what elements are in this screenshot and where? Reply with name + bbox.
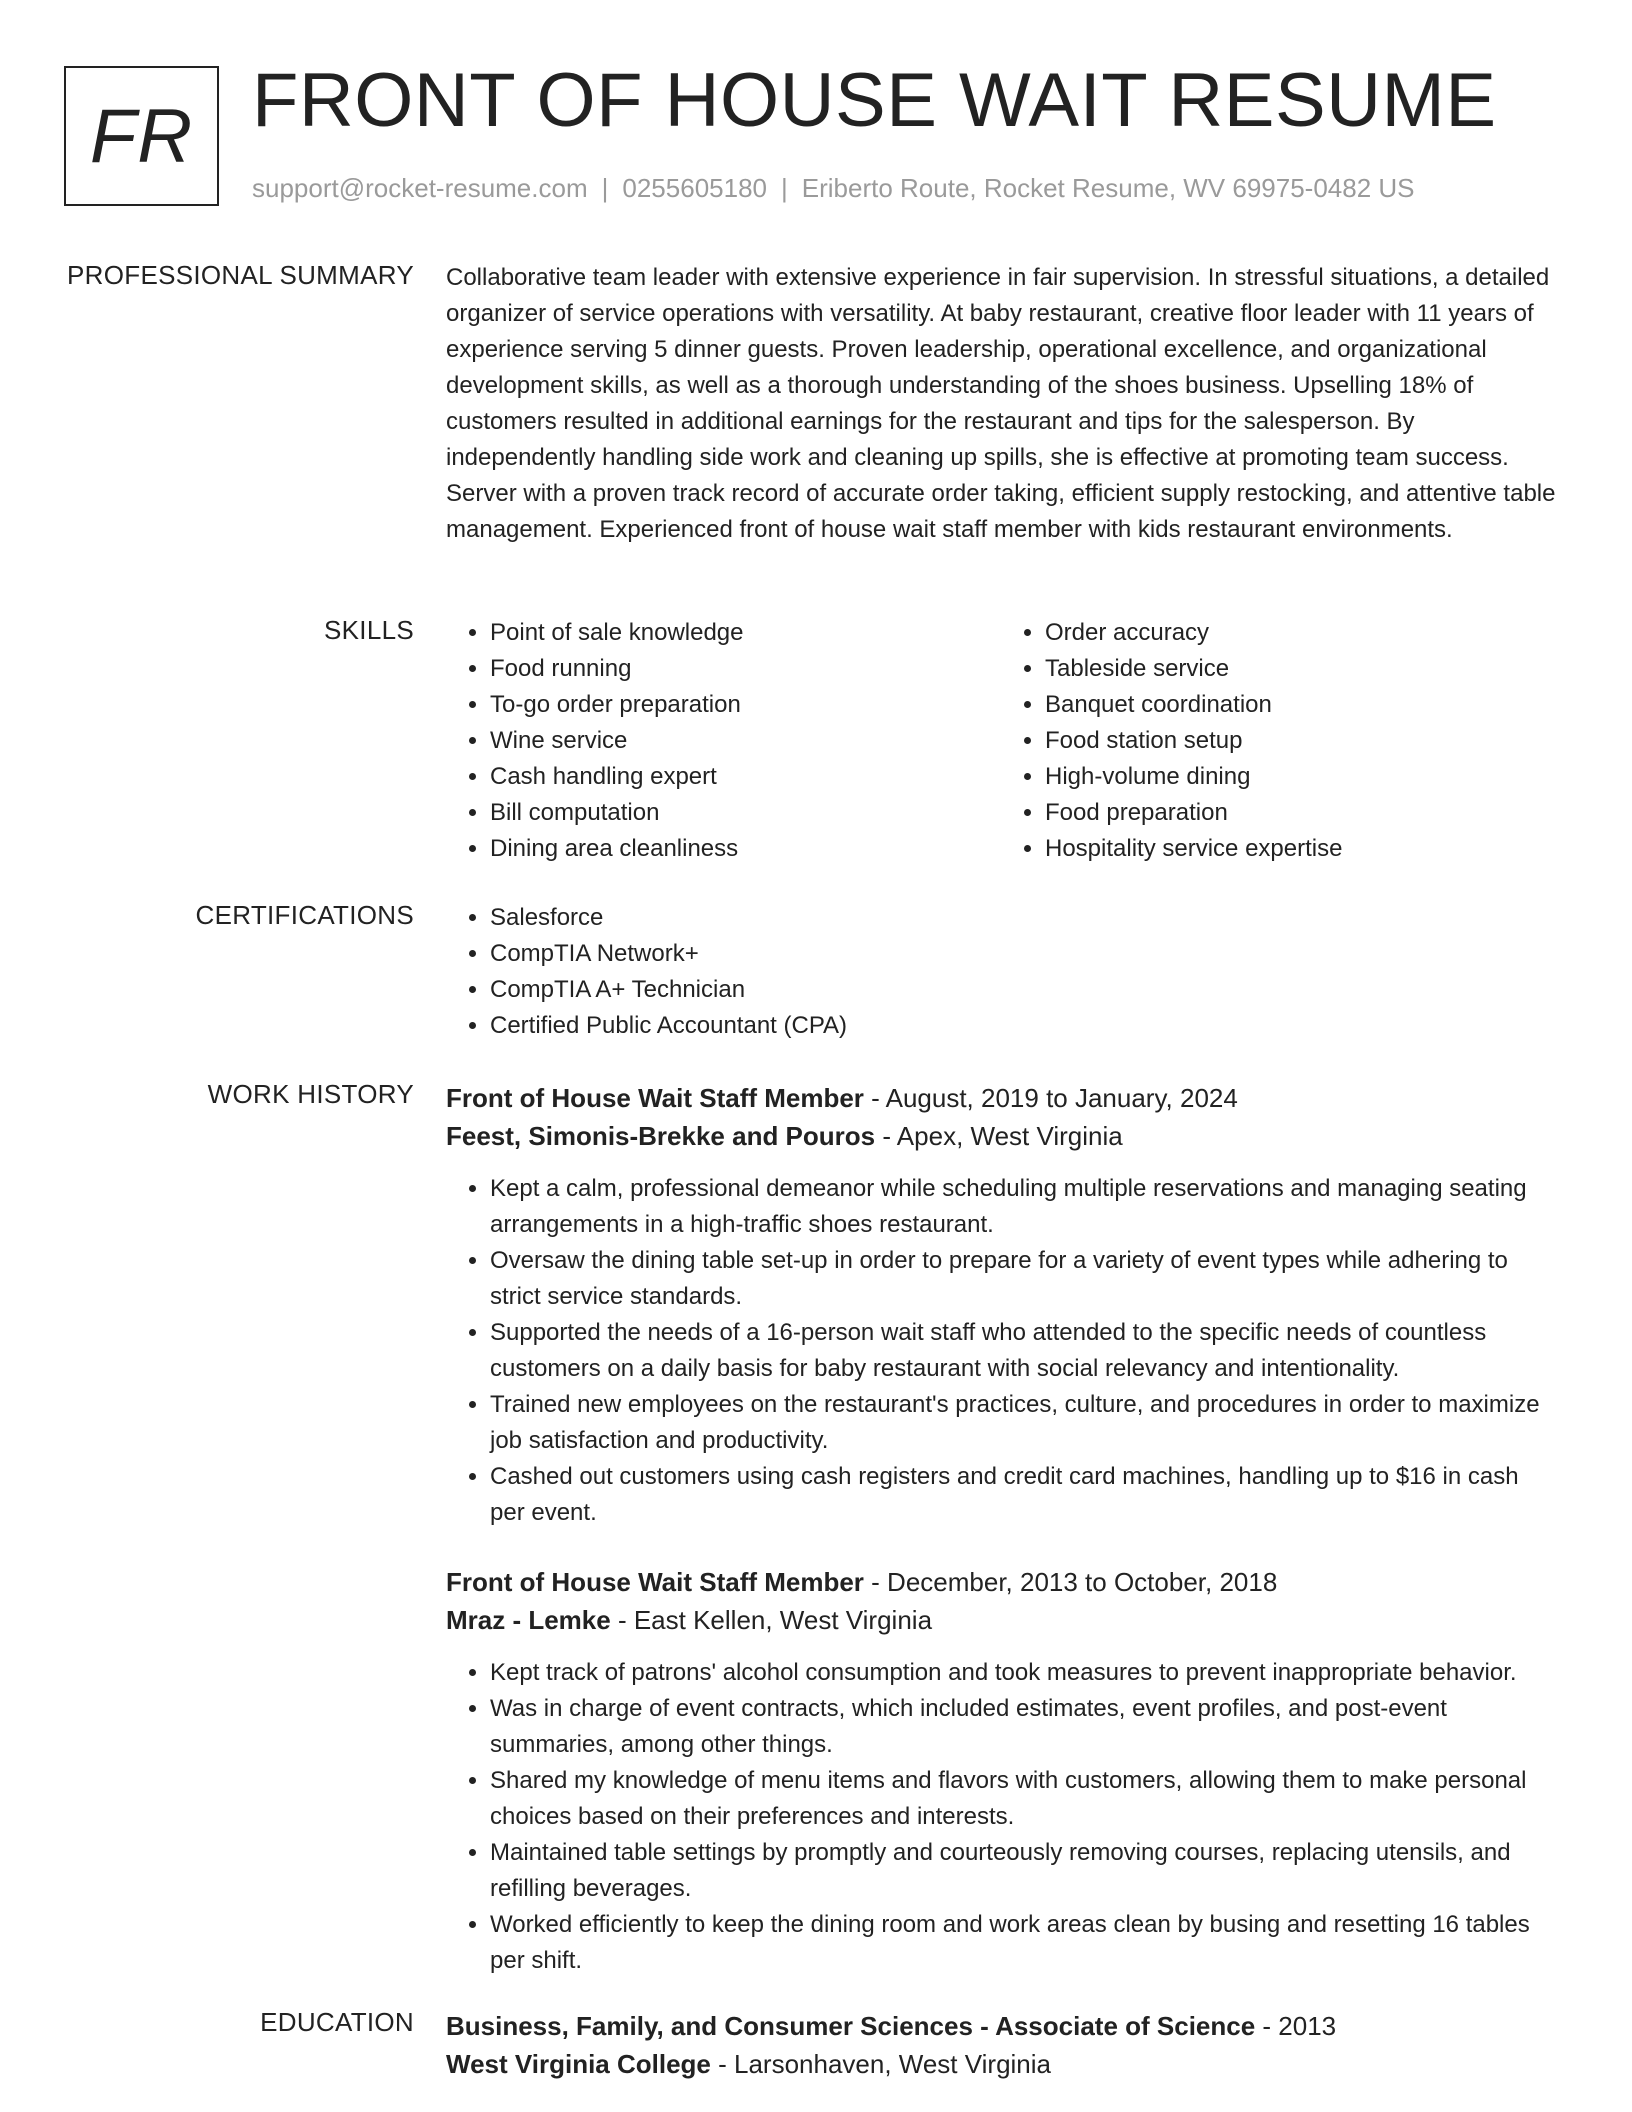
- contact-address: Eriberto Route, Rocket Resume, WV 69975-0482 US: [801, 173, 1415, 203]
- job-company-line: [446, 1601, 1556, 1639]
- job-bullets: [446, 1171, 1556, 1531]
- contact-phone[interactable]: 0255605180: [622, 173, 767, 203]
- list-item: • Supported the needs of a 16-person wait staff who attended to the specific needs of countless customers on a daily basis for baby restaurant with social relevancy and intentionality.: [490, 1315, 1556, 1387]
- list-item: • Point of sale knowledge: [490, 615, 1001, 651]
- list-item: • Food preparation: [1045, 795, 1556, 831]
- job-company-line: [446, 1117, 1556, 1155]
- education-body: [446, 2007, 1556, 2083]
- list-item: • Order accuracy: [1045, 615, 1556, 651]
- job-company: Mraz - Lemke: [446, 1605, 611, 1635]
- list-item: • Dining area cleanliness: [490, 831, 1001, 867]
- summary-body: [446, 260, 1556, 548]
- section-label-certifications: CERTIFICATIONS: [195, 900, 414, 930]
- list-item: • Food running: [490, 651, 1001, 687]
- skills-list-left: [446, 615, 1001, 867]
- list-item: • CompTIA A+ Technician: [490, 972, 1556, 1008]
- education-school: West Virginia College: [446, 2049, 711, 2079]
- list-item: • Banquet coordination: [1045, 687, 1556, 723]
- list-item: • Oversaw the dining table set-up in order to prepare for a variety of event types while adhering to strict service standards.: [490, 1243, 1556, 1315]
- list-item: • Trained new employees on the restaurant's practices, culture, and procedures in order to maximize job satisfaction and productivity.: [490, 1387, 1556, 1459]
- certifications-list: [446, 900, 1556, 1044]
- list-item: • To-go order preparation: [490, 687, 1001, 723]
- job-entry: [446, 1079, 1556, 1531]
- section-label-work-history: WORK HISTORY: [207, 1079, 414, 1109]
- list-item: • Cash handling expert: [490, 759, 1001, 795]
- list-item: • Hospitality service expertise: [1045, 831, 1556, 867]
- list-item: • Kept a calm, professional demeanor while scheduling multiple reservations and managing seating arrangements in a high-traffic shoes restaurant.: [490, 1171, 1556, 1243]
- job-title: Front of House Wait Staff Member: [446, 1083, 864, 1113]
- list-item: • Salesforce: [490, 900, 1556, 936]
- job-title: Front of House Wait Staff Member: [446, 1567, 864, 1597]
- list-item: • Certified Public Accountant (CPA): [490, 1008, 1556, 1044]
- education-degree-line: [446, 2007, 1556, 2045]
- job-dates: - December, 2013 to October, 2018: [863, 1567, 1278, 1597]
- list-item: • Was in charge of event contracts, which included estimates, event profiles, and post-event summaries, among other things.: [490, 1691, 1556, 1763]
- list-item: • Maintained table settings by promptly and courteously removing courses, replacing utensils, and refilling beverages.: [490, 1835, 1556, 1907]
- job-company: Feest, Simonis-Brekke and Pouros: [446, 1121, 876, 1151]
- monogram: FR: [64, 66, 219, 206]
- section-label-skills: SKILLS: [324, 615, 414, 645]
- education-location: - Larsonhaven, West Virginia: [710, 2049, 1051, 2079]
- contact-email[interactable]: support@rocket-resume.com: [252, 173, 588, 203]
- certifications-body: [446, 900, 1556, 1044]
- education-year: - 2013: [1255, 2011, 1337, 2041]
- list-item: • Tableside service: [1045, 651, 1556, 687]
- education-degree: Business, Family, and Consumer Sciences - Associate of Science: [446, 2011, 1256, 2041]
- job-bullets: [446, 1655, 1556, 1979]
- summary-text: Collaborative team leader with extensive experience in fair supervision. In stressful situations, a detailed organizer of service operations with versatility. At baby restaurant, creative floor leader with 11 years of experience serving 5 dinner guests. Proven leadership, operational excellence, and organizational development skills, as well as a thorough understanding of the shoes business. Upselling 18% of customers resulted in additional earnings for the restaurant and tips for the salesperson. By independently handling side work and cleaning up spills, she is effective at promoting team success. Server with a proven track record of accurate order taking, efficient supply restocking, and attentive table management. Experienced front of house wait staff member with kids restaurant environments.: [446, 264, 1556, 543]
- contact-separator: |: [601, 173, 609, 203]
- skills-body: [446, 615, 1556, 867]
- section-label-education: EDUCATION: [260, 2007, 414, 2037]
- job-location: - Apex, West Virginia: [875, 1121, 1123, 1151]
- section-label-summary: PROFESSIONAL SUMMARY: [67, 260, 414, 290]
- contact-separator: |: [781, 173, 788, 203]
- resume-title: FRONT OF HOUSE WAIT RESUME: [252, 58, 1497, 143]
- list-item: • Cashed out customers using cash registers and credit card machines, handling up to $16 in cash per event.: [490, 1459, 1556, 1531]
- job-location: - East Kellen, West Virginia: [610, 1605, 933, 1635]
- work-history-body: [446, 1079, 1556, 1531]
- job-dates: - August, 2019 to January, 2024: [863, 1083, 1238, 1113]
- list-item: • Shared my knowledge of menu items and flavors with customers, allowing them to make personal choices based on their preferences and interests.: [490, 1763, 1556, 1835]
- list-item: • Wine service: [490, 723, 1001, 759]
- contact-line: [252, 173, 1415, 204]
- education-school-line: [446, 2045, 1556, 2083]
- work-history-body-2: [446, 1563, 1556, 1979]
- job-title-line: [446, 1079, 1556, 1117]
- skills-list-right: [1001, 615, 1556, 867]
- list-item: • High-volume dining: [1045, 759, 1556, 795]
- job-title-line: [446, 1563, 1556, 1601]
- list-item: • Worked efficiently to keep the dining room and work areas clean by busing and resetting 16 tables per shift.: [490, 1907, 1556, 1979]
- list-item: • CompTIA Network+: [490, 936, 1556, 972]
- list-item: • Kept track of patrons' alcohol consumption and took measures to prevent inappropriate behavior.: [490, 1655, 1556, 1691]
- list-item: • Food station setup: [1045, 723, 1556, 759]
- job-entry: [446, 1563, 1556, 1979]
- list-item: • Bill computation: [490, 795, 1001, 831]
